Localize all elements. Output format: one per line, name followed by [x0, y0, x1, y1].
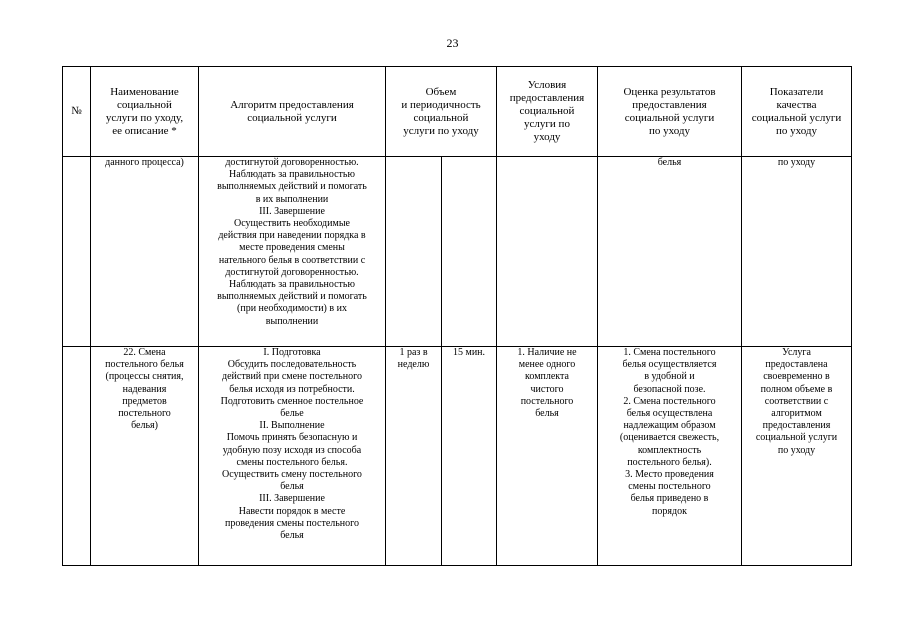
text-line: услуги по: [524, 118, 570, 130]
text-line: III. Завершение: [259, 205, 325, 217]
text-line: белья: [280, 530, 304, 542]
text-line: выполнении: [265, 315, 319, 327]
text-line: данного процесса): [105, 157, 184, 168]
text-line: менее одного: [518, 359, 576, 371]
text-line: социальной услуги: [751, 111, 842, 124]
text-line: Наблюдать за правильностью: [229, 169, 355, 181]
text-line: выполняемых действий и помогать: [217, 181, 367, 193]
text-line: смены постельного белья.: [236, 456, 348, 468]
text-line: проведения смены постельного: [224, 517, 360, 529]
text-line: и периодичность: [401, 98, 481, 111]
text-line: Осуществить необходимые: [234, 218, 350, 230]
text-line: I. Подготовка: [263, 347, 321, 358]
text-line: алгоритмом: [771, 408, 822, 420]
text-line: Оценка результатов: [623, 85, 716, 98]
text-line: месте проведения смены: [239, 242, 345, 254]
text-line: постельного белья: [105, 359, 184, 371]
text-line: комплектность: [637, 444, 702, 456]
header-num: №: [63, 67, 91, 157]
text-line: выполняемых действий и помогать: [217, 291, 367, 303]
text-line: (оценивается свежесть,: [619, 432, 720, 444]
text-line: комплекта: [525, 371, 569, 383]
text-line: 1. Смена постельного: [623, 347, 716, 358]
text-line: Условия: [527, 79, 567, 91]
text-line: белья осуществляется: [622, 359, 717, 371]
text-line: белье: [280, 408, 304, 420]
header-service-name: [91, 67, 199, 157]
text-line: по уходу: [777, 157, 816, 168]
text-line: Алгоритм предоставления: [230, 98, 354, 111]
text-line: предметов: [122, 395, 167, 407]
text-line: в их выполнении: [255, 193, 329, 205]
services-table: [62, 66, 852, 566]
header-evaluation: [598, 67, 742, 157]
table-row: [63, 347, 852, 566]
text-line: (при необходимости) в их: [237, 303, 347, 315]
table-header-row: [63, 67, 852, 157]
text-line: Обсудить последовательность: [227, 359, 357, 371]
text-line: белья): [131, 420, 158, 432]
text-line: услуги по уходу,: [105, 111, 184, 124]
text-line: белья: [535, 408, 559, 420]
text-line: предоставления: [762, 420, 831, 432]
text-line: предоставления: [509, 92, 585, 104]
text-line: своевременно в: [763, 371, 830, 383]
text-line: белья: [657, 157, 682, 168]
text-line: постельного белья).: [627, 456, 712, 468]
text-line: белья осуществлена: [626, 408, 713, 420]
text-line: Наименование: [110, 85, 179, 98]
text-line: 1. Наличие не: [517, 347, 577, 358]
text-line: ее описание *: [112, 124, 177, 137]
text-line: удобную позу исходя из способа: [222, 444, 362, 456]
text-line: 22. Смена: [123, 347, 166, 358]
cell-evaluation: [598, 157, 742, 347]
text-line: постельного: [520, 395, 574, 407]
text-line: 3. Место проведения: [625, 469, 714, 481]
text-line: Услуга: [782, 347, 811, 358]
cell-quality: [742, 347, 852, 566]
text-line: качества: [776, 98, 817, 111]
cell-algorithm: [199, 157, 386, 347]
text-line: достигнутой договоренностью.: [225, 266, 359, 278]
cell-duration: [442, 157, 497, 347]
text-line: предоставлена: [765, 359, 828, 371]
text-line: социальной услуги: [624, 111, 715, 124]
cell-service-name: [91, 347, 199, 566]
text-line: социальной: [413, 111, 469, 124]
text-line: безопасной позе.: [633, 383, 706, 395]
text-line: (процессы снятия,: [105, 371, 184, 383]
text-line: по уходу: [777, 444, 816, 456]
text-line: действия при наведении порядка в: [218, 230, 366, 242]
text-line: Навести порядок в месте: [238, 505, 346, 517]
text-line: постельного: [118, 408, 171, 420]
text-line: достигнутой договоренностью.: [225, 157, 359, 168]
text-line: надевания: [122, 383, 167, 395]
text-line: социальной: [519, 105, 575, 117]
text-line: 2. Смена постельного: [623, 395, 716, 407]
text-line: Осуществить смену постельного: [222, 469, 362, 481]
text-line: надлежащим образом: [623, 420, 716, 432]
text-line: уходу: [533, 131, 561, 143]
table-row: [63, 157, 852, 347]
cell-algorithm: [199, 347, 386, 566]
text-line: Подготовить сменное постельное: [220, 395, 364, 407]
text-line: Помочь принять безопасную и: [226, 432, 358, 444]
text-line: в удобной и: [644, 371, 695, 383]
text-line: порядок: [652, 505, 687, 517]
text-line: неделю: [397, 359, 430, 371]
page-number: 23: [446, 36, 459, 50]
text-line: по уходу: [649, 124, 690, 137]
text-line: социальной услуги: [247, 111, 337, 124]
text-line: полном объеме в: [760, 383, 833, 395]
text-line: II. Выполнение: [259, 420, 325, 432]
cell-evaluation: [598, 347, 742, 566]
text-line: услуги по уходу: [403, 124, 479, 137]
text-line: чистого: [530, 383, 564, 395]
text-line: действий при смене постельного: [222, 371, 362, 383]
text-line: смены постельного: [628, 481, 711, 493]
text-line: 15 мин.: [452, 347, 486, 358]
header-algorithm: [199, 67, 386, 157]
cell-conditions: [497, 347, 598, 566]
header-quality: [742, 67, 852, 157]
header-conditions: [497, 67, 598, 157]
text-line: социальной услуги: [755, 432, 838, 444]
cell-num: [63, 347, 91, 566]
text-line: по уходу: [776, 124, 817, 137]
text-line: нательного белья в соответствии с: [218, 254, 366, 266]
header-volume-frequency: [386, 67, 497, 157]
text-line: Объем: [425, 85, 457, 98]
text-line: соответствии с: [764, 395, 829, 407]
text-line: белья: [280, 481, 304, 493]
text-line: белья приведено в: [630, 493, 709, 505]
cell-num: [63, 157, 91, 347]
cell-frequency: [386, 347, 442, 566]
text-line: Показатели: [769, 85, 824, 98]
cell-conditions: [497, 157, 598, 347]
cell-quality: [742, 157, 852, 347]
cell-frequency: [386, 157, 442, 347]
text-line: Наблюдать за правильностью: [229, 279, 355, 291]
text-line: предоставления: [632, 98, 707, 111]
text-line: белья исходя из потребности.: [229, 383, 355, 395]
text-line: 1 раз в: [399, 347, 428, 358]
text-line: социальной: [117, 98, 172, 111]
text-line: III. Завершение: [259, 493, 325, 505]
cell-duration: [442, 347, 497, 566]
cell-service-name: [91, 157, 199, 347]
